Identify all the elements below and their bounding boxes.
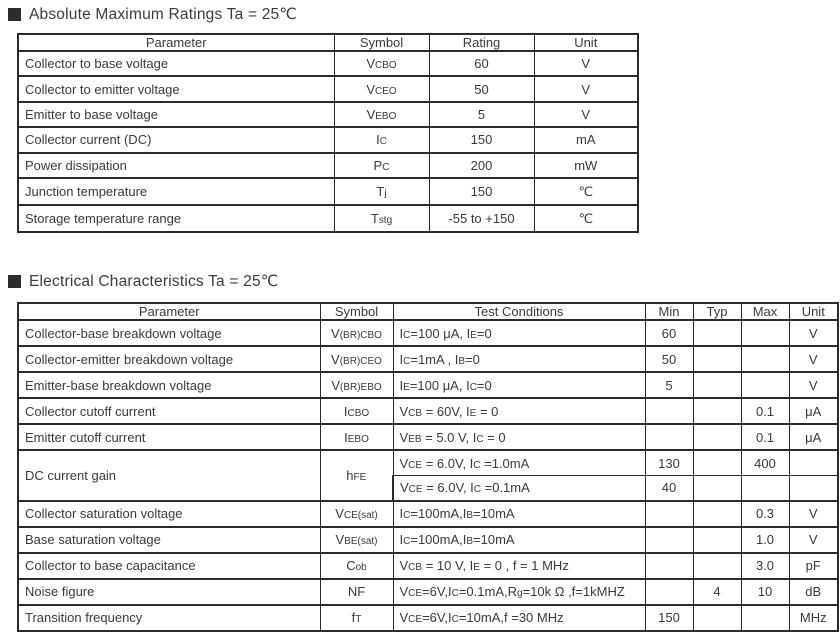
table-row — [18, 51, 638, 76]
parameter-cell: Collector to emitter voltage — [18, 76, 334, 101]
column-header-rating: Rating — [429, 34, 534, 51]
table-row — [18, 553, 838, 579]
column-header-parameter: Parameter — [18, 303, 320, 320]
max-cell: 0.1 — [741, 424, 789, 450]
max-cell: 3.0 — [741, 553, 789, 579]
rating-cell: 200 — [429, 153, 534, 178]
test-conditions-cell: VCE=6V,IC=0.1mA,Rg=10k Ω ,f=1kMHZ — [393, 579, 645, 605]
symbol-cell: IC — [334, 127, 429, 152]
unit-cell: mA — [534, 127, 638, 152]
max-cell — [741, 320, 789, 346]
column-header-symbol: Symbol — [334, 34, 429, 51]
typ-cell — [693, 501, 741, 527]
table-row — [18, 450, 838, 475]
test-conditions-cell: IE=100 μA, IC=0 — [393, 372, 645, 398]
rating-cell: 150 — [429, 127, 534, 152]
column-header-max: Max — [741, 303, 789, 320]
symbol-cell: Cob — [320, 553, 393, 579]
unit-cell: V — [789, 346, 838, 372]
unit-cell: μA — [789, 398, 838, 424]
parameter-cell: Noise figure — [18, 579, 320, 605]
parameter-cell: Base saturation voltage — [18, 527, 320, 553]
section-title-absolute-maximum-ratings — [8, 5, 297, 24]
test-conditions-cell: VEB = 5.0 V, IC = 0 — [393, 424, 645, 450]
rating-cell: 150 — [429, 178, 534, 205]
unit-cell: V — [789, 527, 838, 553]
parameter-cell: Junction temperature — [18, 178, 334, 205]
unit-cell: V — [534, 51, 638, 76]
black-square-bullet-icon — [8, 275, 21, 288]
parameter-cell: Collector-emitter breakdown voltage — [18, 346, 320, 372]
unit-cell — [789, 475, 838, 500]
table-row — [18, 76, 638, 101]
symbol-cell: Tstg — [334, 205, 429, 232]
min-cell: 130 — [645, 450, 693, 475]
typ-cell: 4 — [693, 579, 741, 605]
parameter-cell: Collector saturation voltage — [18, 501, 320, 527]
electrical-characteristics-table — [17, 302, 839, 632]
symbol-cell: IEBO — [320, 424, 393, 450]
column-header-test-conditions: Test Conditions — [393, 303, 645, 320]
min-cell — [645, 424, 693, 450]
parameter-cell: Emitter-base breakdown voltage — [18, 372, 320, 398]
max-cell: 0.3 — [741, 501, 789, 527]
test-conditions-cell: IC=100 μA, IE=0 — [393, 320, 645, 346]
symbol-cell: NF — [320, 579, 393, 605]
column-header-min: Min — [645, 303, 693, 320]
min-cell — [645, 501, 693, 527]
typ-cell — [693, 424, 741, 450]
min-cell — [645, 398, 693, 424]
symbol-cell: V(BR)CBO — [320, 320, 393, 346]
min-cell: 50 — [645, 346, 693, 372]
typ-cell — [693, 527, 741, 553]
table-row — [18, 153, 638, 178]
min-cell: 150 — [645, 605, 693, 631]
parameter-cell: Transition frequency — [18, 605, 320, 631]
parameter-cell: Emitter cutoff current — [18, 424, 320, 450]
unit-cell: ℃ — [534, 205, 638, 232]
unit-cell: dB — [789, 579, 838, 605]
min-cell: 5 — [645, 372, 693, 398]
column-header-unit: Unit — [534, 34, 638, 51]
column-header-parameter: Parameter — [18, 34, 334, 51]
section-title-text: Electrical Characteristics Ta = 25℃ — [29, 273, 279, 290]
typ-cell — [693, 450, 741, 475]
max-cell: 10 — [741, 579, 789, 605]
typ-cell — [693, 475, 741, 500]
table-row — [18, 320, 838, 346]
test-conditions-cell: VCE=6V,IC=10mA,f =30 MHz — [393, 605, 645, 631]
symbol-cell: V(BR)EBO — [320, 372, 393, 398]
table-row — [18, 372, 838, 398]
parameter-cell: Storage temperature range — [18, 205, 334, 232]
max-cell — [741, 605, 789, 631]
min-cell: 40 — [645, 475, 693, 500]
test-conditions-cell: VCB = 10 V, IE = 0 , f = 1 MHz — [393, 553, 645, 579]
typ-cell — [693, 372, 741, 398]
table-row — [18, 527, 838, 553]
symbol-cell: hFE — [320, 450, 393, 501]
test-conditions-cell: VCE = 6.0V, IC =0.1mA — [393, 475, 645, 500]
unit-cell: V — [789, 372, 838, 398]
rating-cell: 5 — [429, 102, 534, 127]
min-cell — [645, 527, 693, 553]
min-cell — [645, 553, 693, 579]
table-row — [18, 605, 838, 631]
table-header-row — [18, 303, 838, 320]
test-conditions-cell: VCE = 6.0V, IC =1.0mA — [393, 450, 645, 475]
table-row — [18, 102, 638, 127]
table-row — [18, 424, 838, 450]
test-conditions-cell: IC=100mA,IB=10mA — [393, 501, 645, 527]
symbol-cell: Tj — [334, 178, 429, 205]
table-row — [18, 127, 638, 152]
symbol-cell: VCE(sat) — [320, 501, 393, 527]
test-conditions-cell: VCB = 60V, IE = 0 — [393, 398, 645, 424]
unit-cell — [789, 450, 838, 475]
parameter-cell: Collector current (DC) — [18, 127, 334, 152]
table-row — [18, 398, 838, 424]
unit-cell: μA — [789, 424, 838, 450]
unit-cell: V — [789, 501, 838, 527]
unit-cell: mW — [534, 153, 638, 178]
max-cell — [741, 372, 789, 398]
max-cell: 400 — [741, 450, 789, 475]
parameter-cell: DC current gain — [18, 450, 320, 501]
symbol-cell: V(BR)CEO — [320, 346, 393, 372]
unit-cell: V — [789, 320, 838, 346]
table-row — [18, 579, 838, 605]
max-cell — [741, 346, 789, 372]
table-row — [18, 178, 638, 205]
table-header-row — [18, 34, 638, 51]
max-cell — [741, 475, 789, 500]
column-header-unit: Unit — [789, 303, 838, 320]
unit-cell: pF — [789, 553, 838, 579]
unit-cell: MHz — [789, 605, 838, 631]
max-cell: 0.1 — [741, 398, 789, 424]
unit-cell: V — [534, 102, 638, 127]
column-header-typ: Typ — [693, 303, 741, 320]
rating-cell: 60 — [429, 51, 534, 76]
unit-cell: V — [534, 76, 638, 101]
symbol-cell: PC — [334, 153, 429, 178]
test-conditions-cell: IC=1mA , IB=0 — [393, 346, 645, 372]
max-cell: 1.0 — [741, 527, 789, 553]
table-row — [18, 346, 838, 372]
symbol-cell: fT — [320, 605, 393, 631]
rating-cell: -55 to +150 — [429, 205, 534, 232]
unit-cell: ℃ — [534, 178, 638, 205]
symbol-cell: ICBO — [320, 398, 393, 424]
column-header-symbol: Symbol — [320, 303, 393, 320]
absolute-maximum-ratings-table — [17, 33, 639, 233]
parameter-cell: Collector cutoff current — [18, 398, 320, 424]
table-row — [18, 205, 638, 232]
test-conditions-cell: IC=100mA,IB=10mA — [393, 527, 645, 553]
min-cell — [645, 579, 693, 605]
typ-cell — [693, 605, 741, 631]
parameter-cell: Power dissipation — [18, 153, 334, 178]
symbol-cell: VBE(sat) — [320, 527, 393, 553]
parameter-cell: Emitter to base voltage — [18, 102, 334, 127]
section-title-text: Absolute Maximum Ratings Ta = 25℃ — [29, 6, 297, 23]
typ-cell — [693, 553, 741, 579]
typ-cell — [693, 320, 741, 346]
symbol-cell: VEBO — [334, 102, 429, 127]
section-title-electrical-characteristics — [8, 272, 278, 291]
parameter-cell: Collector to base voltage — [18, 51, 334, 76]
symbol-cell: VCBO — [334, 51, 429, 76]
symbol-cell: VCEO — [334, 76, 429, 101]
rating-cell: 50 — [429, 76, 534, 101]
black-square-bullet-icon — [8, 8, 21, 21]
parameter-cell: Collector to base capacitance — [18, 553, 320, 579]
typ-cell — [693, 398, 741, 424]
typ-cell — [693, 346, 741, 372]
parameter-cell: Collector-base breakdown voltage — [18, 320, 320, 346]
min-cell: 60 — [645, 320, 693, 346]
table-row — [18, 501, 838, 527]
